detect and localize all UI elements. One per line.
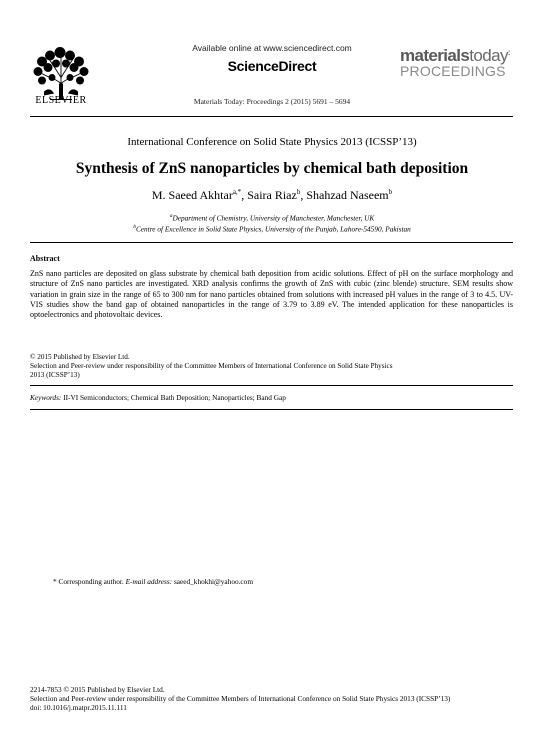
- footer-line: Selection and Peer-review under responsibility of the Committee Members of International Conference on Solid State Physics 2013 (ICSSP’13): [30, 694, 451, 704]
- copyright-line: 2013 (ICSSP’13): [30, 371, 80, 380]
- article-title: Synthesis of ZnS nanoparticles by chemical bath deposition: [75, 160, 469, 177]
- author-list: [0, 188, 544, 203]
- journal-reference: Materials Today: Proceedings 2 (2015) 5691 – 5694: [193, 97, 351, 106]
- affiliation-mark: b: [133, 224, 136, 230]
- copyright-block: [30, 353, 513, 381]
- header-divider: [30, 116, 513, 117]
- keywords-label: Keywords:: [30, 393, 62, 402]
- journal-logo-bold: materials: [400, 46, 470, 65]
- copyright-line: © 2015 Published by Elsevier Ltd.: [30, 353, 130, 361]
- abstract-heading: Abstract: [30, 254, 60, 263]
- sciencedirect-brand: ScienceDirect: [227, 58, 317, 74]
- author-affil-mark: b: [296, 188, 301, 196]
- affiliation: [0, 213, 544, 222]
- author-name: M. Saeed Akhtar: [151, 188, 233, 202]
- keywords-bottom-divider: [30, 409, 513, 410]
- keywords-text: II-VI Semiconductors; Chemical Bath Deposition; Nanoparticles; Band Gap: [63, 393, 286, 402]
- footnote-prefix: * Corresponding author.: [53, 577, 124, 586]
- journal-logo-light: today: [469, 46, 508, 65]
- author-name: Shahzad Naseem: [306, 188, 389, 202]
- footnote-email-label: E-mail address:: [125, 577, 173, 586]
- journal-logo-suffix: PROCEEDINGS: [400, 63, 506, 79]
- page-footer: [30, 685, 530, 713]
- author-affil-mark: b: [388, 188, 393, 196]
- keywords-line: [30, 393, 513, 402]
- footnote-email[interactable]: saeed_khokhi@yahoo.com: [173, 577, 253, 586]
- affiliation-text: Department of Chemistry, University of Manchester, Manchester, UK: [172, 213, 375, 223]
- publisher-logo-text: ELSEVIER: [35, 95, 87, 106]
- author-separator: ,: [300, 188, 307, 202]
- author-affil-mark: a,*: [232, 188, 242, 196]
- affiliation-mark: a: [169, 213, 173, 219]
- copyright-line: Selection and Peer-review under responsibility of the Committee Members of International Conference on Solid State Physics: [30, 362, 393, 371]
- abstract-text: ZnS nano particles are deposited on glass substrate by chemical bath deposition from acidic solutions. Effect of pH on the surface morphology and structure of ZnS nano particles are investigated. XRD analysis confirms the growth of ZnS with cubic (zinc blende) structure. SEM results show variation in grain size in the range of 65 to 300 nm for nano particles obtained from solutions with increased pH values in the range of 3 to 4.5. UV-VIS studies show the band gap of obtained nanoparticles in the range of 3.79 to 3.89 eV. The intended application for these nanoparticles is optoelectronics and photovoltaic devices.: [30, 269, 513, 320]
- journal-logo: materialstoday: PROCEEDINGS: [400, 44, 520, 79]
- author-separator: ,: [241, 188, 248, 202]
- affiliation-text: Centre of Excellence in Solid State Physics, University of the Punjab, Lahore-54590, Pakistan: [135, 224, 411, 234]
- keywords-top-divider: [30, 385, 513, 386]
- footer-doi[interactable]: doi: 10.1016/j.matpr.2015.11.111: [30, 703, 127, 713]
- author-name: Saira Riaz: [247, 188, 297, 202]
- available-online-text[interactable]: Available online at www.sciencedirect.com: [192, 43, 352, 53]
- footer-line: 2214-7853 © 2015 Published by Elsevier Ltd.: [30, 685, 165, 694]
- conference-name: International Conference on Solid State Physics 2013 (ICSSP’13): [127, 136, 417, 148]
- affiliation: [0, 224, 544, 233]
- corresponding-author-footnote: [53, 577, 253, 586]
- abstract-divider: [30, 242, 513, 243]
